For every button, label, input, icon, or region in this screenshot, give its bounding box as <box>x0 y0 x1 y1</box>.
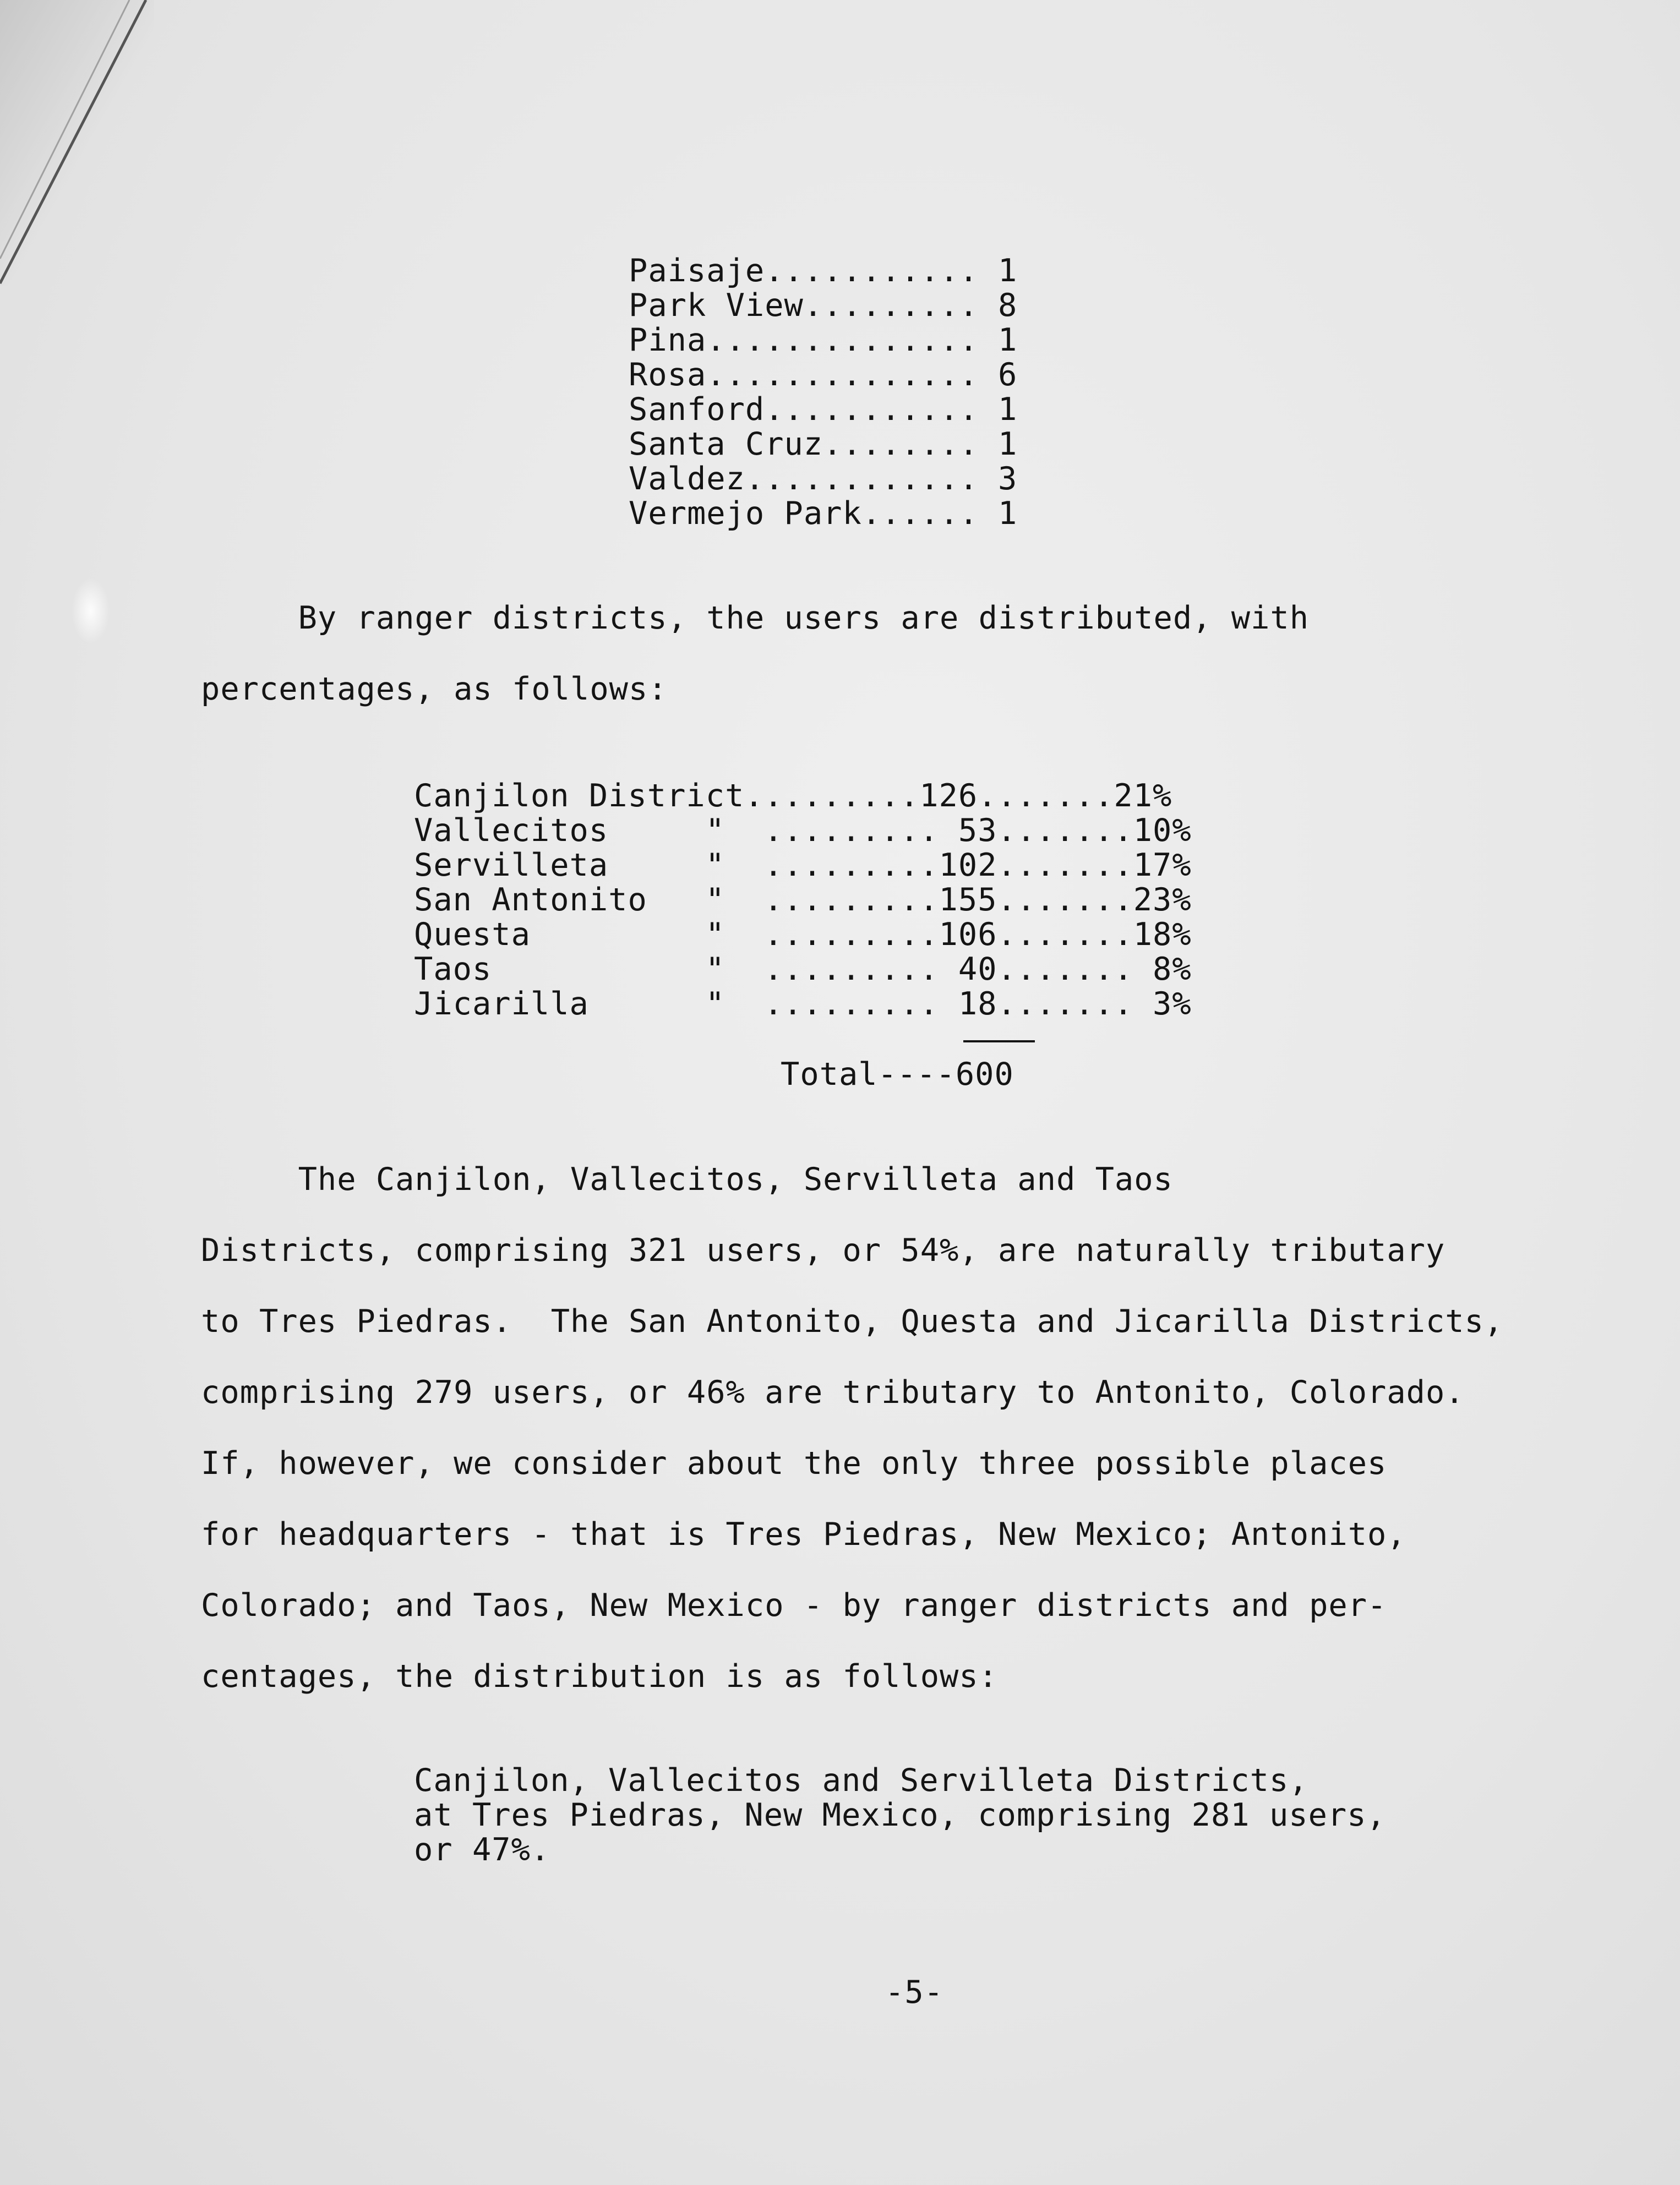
body-line: comprising 279 users, or 46% are tributary to Antonito, Colorado. <box>201 1374 1465 1411</box>
body-line: The Canjilon, Vallecitos, Servilleta and Taos <box>201 1161 1173 1198</box>
body-line: If, however, we consider about the only three possible places <box>201 1445 1387 1482</box>
page-fold-line <box>0 0 165 286</box>
indented-line: Canjilon, Vallecitos and Servilleta Districts, <box>414 1762 1308 1799</box>
body-line: centages, the distribution is as follows: <box>201 1658 998 1695</box>
indented-line: at Tres Piedras, New Mexico, comprising 281 users, <box>414 1797 1386 1833</box>
district-row: Canjilon District.........126.......21% <box>414 778 1172 814</box>
place-row: Valdez............ 3 <box>629 461 1018 497</box>
place-row: Rosa.............. 6 <box>629 357 1018 393</box>
total-underline <box>963 1040 1035 1042</box>
paper-blemish <box>72 578 110 644</box>
district-row: Servilleta " .........102.......17% <box>414 847 1192 883</box>
district-row: Questa " .........106.......18% <box>414 916 1192 953</box>
place-row: Santa Cruz........ 1 <box>629 426 1018 462</box>
body-line: Colorado; and Taos, New Mexico - by ranger districts and per- <box>201 1587 1387 1624</box>
indented-line: or 47%. <box>414 1832 550 1868</box>
intro-line: percentages, as follows: <box>201 671 668 707</box>
place-row: Pina.............. 1 <box>629 322 1018 358</box>
district-row: Jicarilla " ......... 18....... 3% <box>414 986 1192 1022</box>
place-row: Paisaje........... 1 <box>629 253 1018 289</box>
body-line: to Tres Piedras. The San Antonito, Questa and Jicarilla Districts, <box>201 1303 1504 1340</box>
place-row: Park View......... 8 <box>629 287 1018 324</box>
body-line: for headquarters - that is Tres Piedras, New Mexico; Antonito, <box>201 1516 1406 1553</box>
district-row: Vallecitos " ......... 53.......10% <box>414 812 1192 849</box>
district-row: Taos " ......... 40....... 8% <box>414 951 1192 987</box>
total-line: Total----600 <box>781 1056 1014 1092</box>
place-row: Sanford........... 1 <box>629 391 1018 428</box>
place-row: Vermejo Park...... 1 <box>629 495 1018 532</box>
district-row: San Antonito " .........155.......23% <box>414 882 1192 918</box>
body-line: Districts, comprising 321 users, or 54%, are naturally tributary <box>201 1232 1446 1269</box>
page-number: -5- <box>885 1974 943 2011</box>
intro-line: By ranger districts, the users are distributed, with <box>201 600 1310 636</box>
